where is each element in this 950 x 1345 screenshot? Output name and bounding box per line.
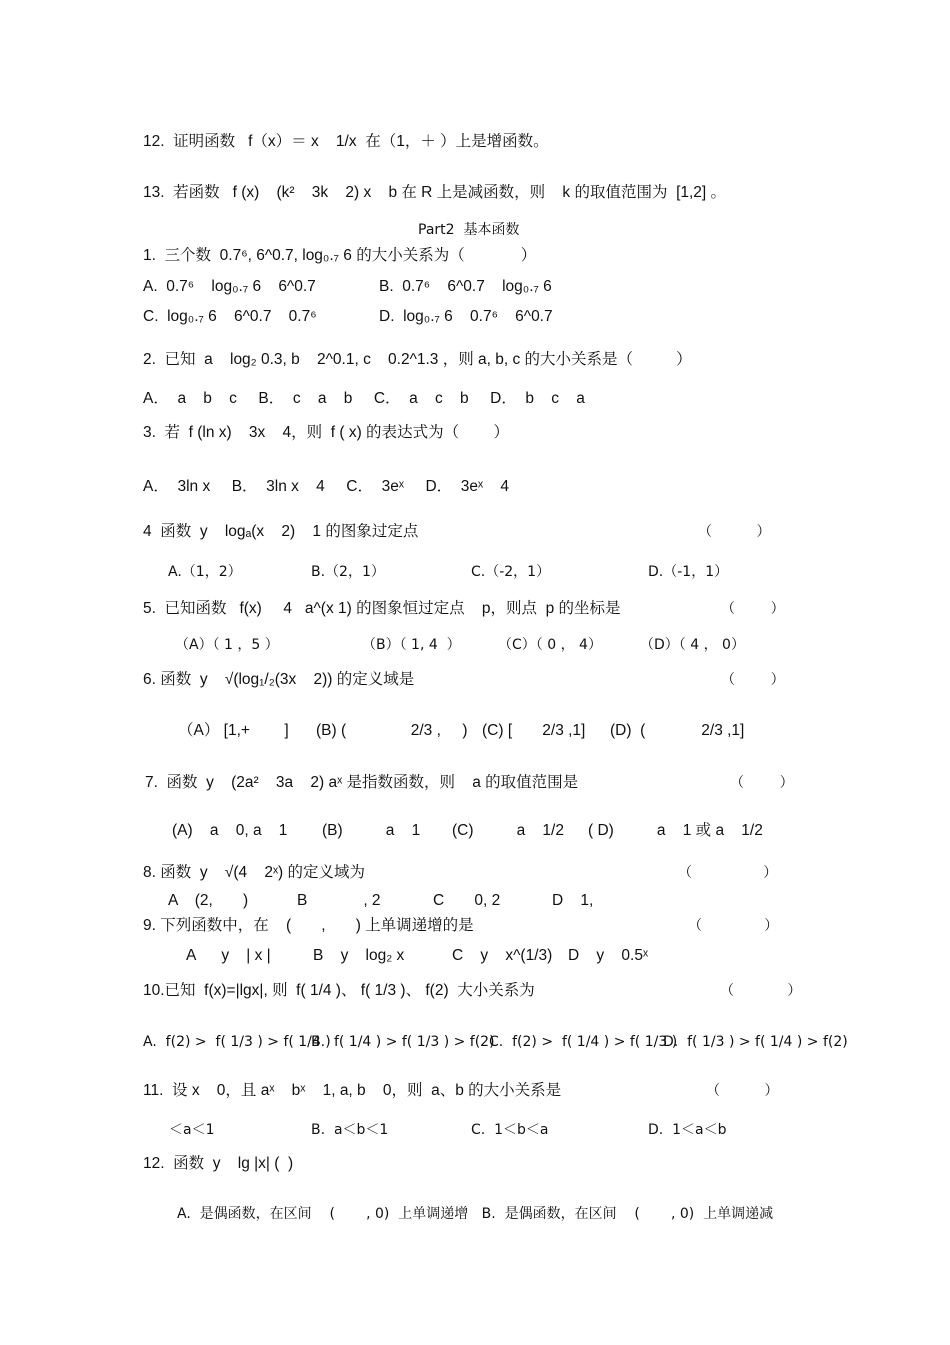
q8-option-c: C 0, 2 xyxy=(433,892,501,909)
q6-option-c: (C) [ 2/3 ,1] xyxy=(482,722,586,739)
q5-option-b: （B）（ 1, 4 ） xyxy=(362,637,461,653)
q5-stem: 5. 已知函数 f(x) 4 a^(x 1) 的图象恒过定点 p，则点 p 的坐标是 xyxy=(143,600,621,617)
q8-option-a: A (2, ) xyxy=(168,892,249,909)
q11-option-b: B. a＜b＜1 xyxy=(311,1122,389,1138)
q5-option-c: （C）（ 0 ， 4） xyxy=(498,637,602,653)
q2-options: A． a b c B． c a b C． a c b D． b c a xyxy=(143,390,585,407)
q10-stem: 10.已知 f(x)=|lgx|, 则 f( 1/4 )、 f( 1/3 )、 f(2) 大小关系为 xyxy=(143,982,535,999)
q5-option-d: （D）（ 4 ， 0） xyxy=(640,637,745,653)
q10-option-d: D. f( 1/3 ) > f( 1/4 ) > f(2) xyxy=(663,1034,848,1050)
q9-option-a: A y | x | xyxy=(186,947,271,964)
q9-answer-blank: （ ） xyxy=(688,918,779,934)
q8-stem: 8. 函数 y √(4 2ˣ) 的定义域为 xyxy=(143,864,366,881)
q4-stem: 4 函数 y logₐ(x 2) 1 的图象过定点 xyxy=(143,523,419,540)
q11-answer-blank: （ ） xyxy=(706,1083,779,1099)
q7-stem: 7. 函数 y (2a² 3a 2) aˣ 是指数函数，则 a 的取值范围是 xyxy=(145,774,579,791)
q4-option-d: D.（-1，1） xyxy=(648,564,729,580)
q7-option-c: (C) a 1/2 xyxy=(452,822,564,839)
q6-option-a: （A） [1,+ ] xyxy=(178,722,289,739)
q9-option-c: C y x^(1/3) xyxy=(452,947,553,964)
q10-option-b: B. f( 1/4 ) > f( 1/3 ) > f(2) xyxy=(311,1034,495,1050)
q9-option-d: D y 0.5ˣ xyxy=(568,947,649,964)
q5-answer-blank: （ ） xyxy=(721,601,785,617)
q4-option-a: A.（1，2） xyxy=(168,564,242,580)
q9-option-b: B y log₂ x xyxy=(313,947,405,964)
q8-option-d: D 1, xyxy=(552,892,594,909)
q1-option-d: D. log₀.₇ 6 0.7⁶ 6^0.7 xyxy=(379,308,553,325)
q3-stem: 3. 若 f (ln x) 3x 4，则 f ( x) 的表达式为（ ） xyxy=(143,424,510,441)
section-title: Part2 基本函数 xyxy=(418,222,520,238)
q4-answer-blank: （ ） xyxy=(698,524,771,540)
q11-option-c: C. 1＜b＜a xyxy=(471,1122,549,1138)
q8-option-b: B , 2 xyxy=(297,892,381,909)
q11-option-d: D. 1＜a＜b xyxy=(648,1122,727,1138)
q1-option-b: B. 0.7⁶ 6^0.7 log₀.₇ 6 xyxy=(379,278,552,295)
q6-stem: 6. 函数 y √(log₁/₂(3x 2)) 的定义域是 xyxy=(143,671,415,688)
q1-option-a: A. 0.7⁶ log₀.₇ 6 6^0.7 xyxy=(143,278,316,295)
q10-option-a: A. f(2) > f( 1/3 ) > f( 1/4 ) xyxy=(143,1034,331,1050)
q7-option-b: (B) a 1 xyxy=(322,822,421,839)
q1-stem: 1. 三个数 0.7⁶, 6^0.7, log₀.₇ 6 的大小关系为（ ） xyxy=(143,247,537,264)
q12-prove-increasing: 12. 证明函数 f（x）＝ x 1/x 在（1，＋ ）上是增函数。 xyxy=(143,133,549,150)
q10-answer-blank: （ ） xyxy=(720,983,802,999)
q4-option-c: C.（-2，1） xyxy=(471,564,551,580)
q7-option-a: (A) a 0, a 1 xyxy=(172,822,288,839)
q7-answer-blank: （ ） xyxy=(730,775,794,791)
q5-option-a: （A）（ 1 ，5 ） xyxy=(175,637,279,653)
q12-stem: 12. 函数 y lg |x| ( ) xyxy=(143,1155,294,1172)
q6-option-b: (B) ( 2/3 , ) xyxy=(316,722,468,739)
q10-option-c: C. f(2) > f( 1/4 ) > f( 1/3 ) xyxy=(489,1034,678,1050)
q8-answer-blank: （ ） xyxy=(678,865,778,881)
q11-option-a: ＜a＜1 xyxy=(169,1122,215,1138)
q7-option-d: ( D) a 1 或 a 1/2 xyxy=(588,822,763,839)
q3-options: A． 3ln x B． 3ln x 4 C． 3eˣ D． 3eˣ 4 xyxy=(143,478,509,495)
q2-stem: 2. 已知 a log₂ 0.3, b 2^0.1, c 0.2^1.3 ，则 a, b, c 的大小关系是（ ） xyxy=(143,351,692,368)
q11-stem: 11. 设 x 0，且 aˣ bˣ 1, a, b 0，则 a、b 的大小关系是 xyxy=(143,1082,562,1099)
q12-options-ab: A. 是偶函数，在区间 ( , 0) 上单调递增 B. 是偶函数，在区间 ( , 0) 上单调递减 xyxy=(177,1206,774,1222)
q9-stem: 9. 下列函数中，在 ( , ) 上单调递增的是 xyxy=(143,917,474,934)
q6-option-d: (D) ( 2/3 ,1] xyxy=(610,722,745,739)
q1-option-c: C. log₀.₇ 6 6^0.7 0.7⁶ xyxy=(143,308,317,325)
q13-decreasing-k-range: 13. 若函数 f (x) (k² 3k 2) x b 在 R 上是减函数，则 k 的取值范围为 [1,2] 。 xyxy=(143,184,727,201)
q4-option-b: B.（2，1） xyxy=(311,564,385,580)
q6-answer-blank: （ ） xyxy=(721,672,785,688)
